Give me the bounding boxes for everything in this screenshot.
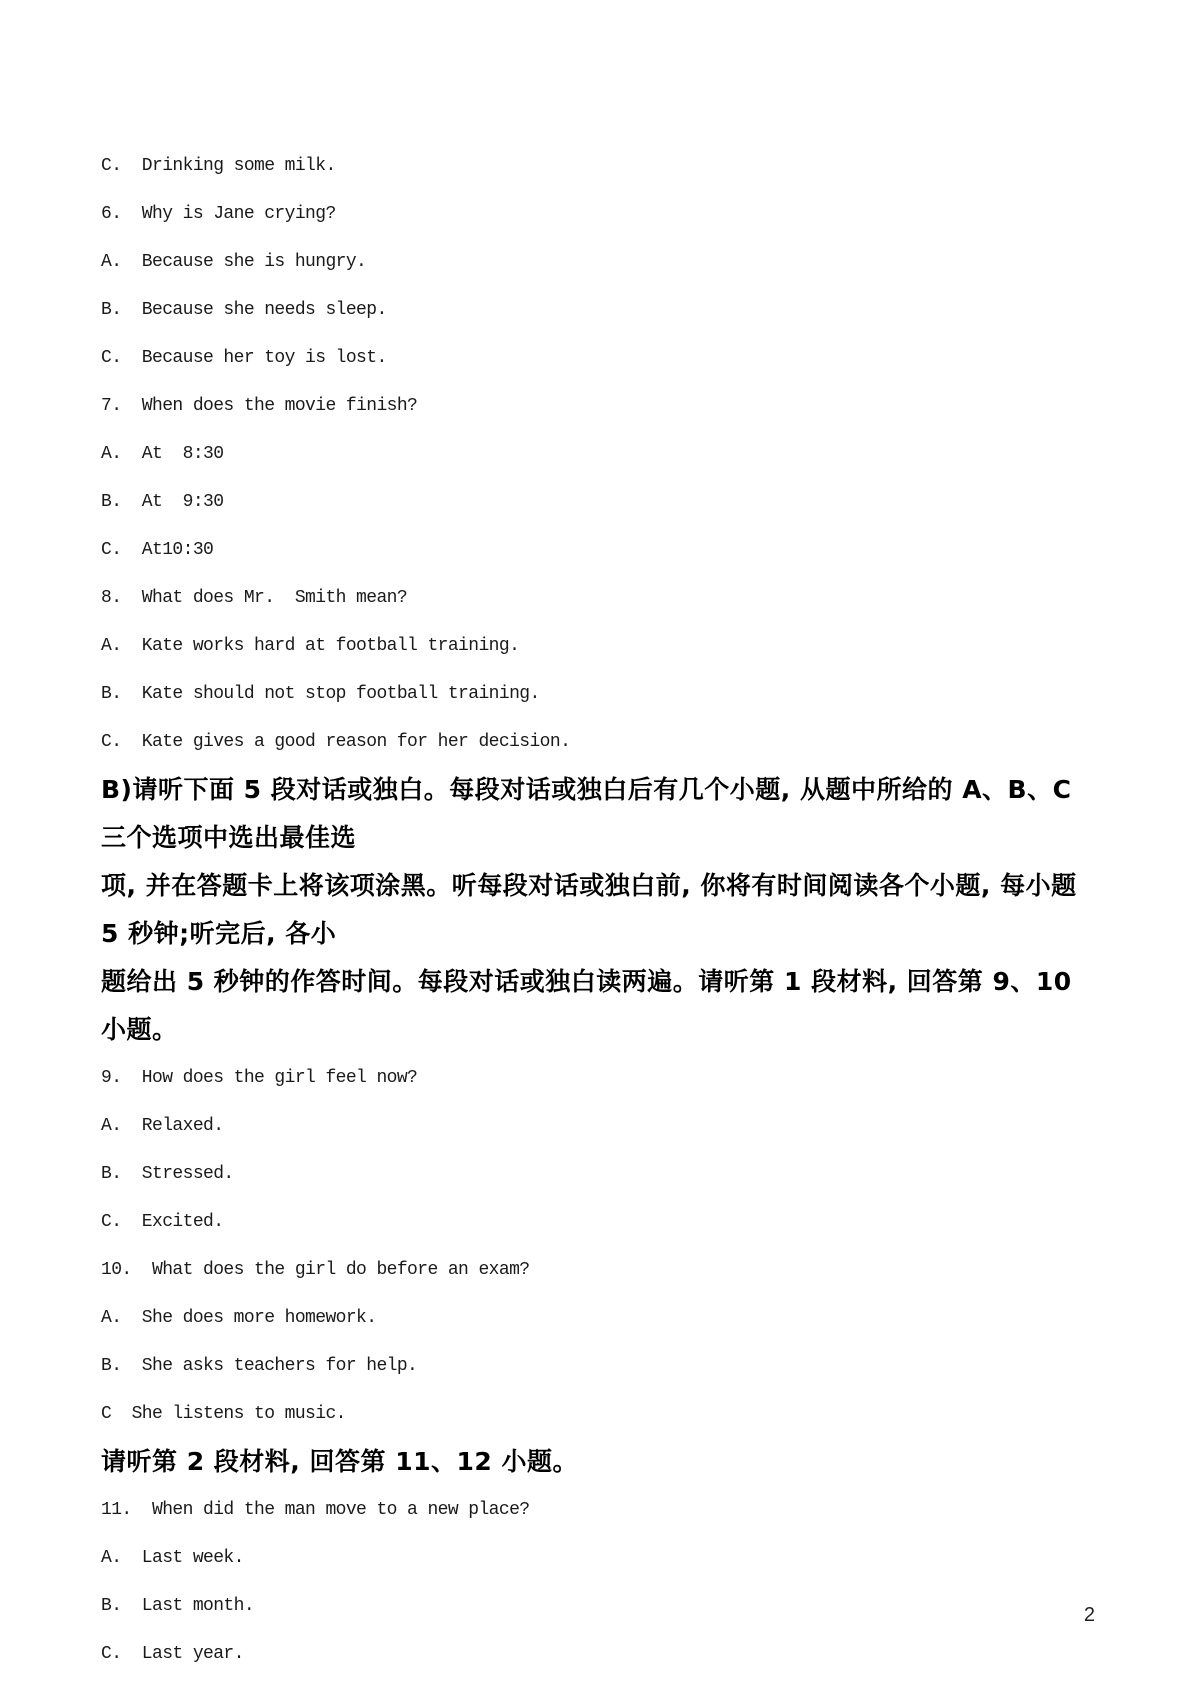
question-line: 6. Why is Jane crying?	[101, 204, 336, 224]
section-b-instructions: 项, 并在答题卡上将该项涂黑。听每段对话或独白前, 你将有时间阅读各个小题, 每小题 5 秒钟;听完后, 各小	[101, 871, 1086, 948]
option-line: B. Stressed.	[101, 1164, 234, 1184]
option-line: A. Kate works hard at football training.	[101, 636, 520, 656]
question-line: 11. When did the man move to a new place?	[101, 1500, 530, 1520]
option-line: A. She does more homework.	[101, 1308, 377, 1328]
page-number: 2	[1083, 1604, 1095, 1626]
option-line: C. Last year.	[101, 1644, 244, 1664]
option-line: B. Kate should not stop football training.	[101, 684, 540, 704]
page-content	[101, 142, 1096, 1678]
option-line: C She listens to music.	[101, 1404, 346, 1424]
section-b-instructions: 题给出 5 秒钟的作答时间。每段对话或独白读两遍。请听第 1 段材料, 回答第 9、10 小题。	[101, 967, 1081, 1044]
option-line: C. Kate gives a good reason for her decision.	[101, 732, 571, 752]
option-line: B. Last month.	[101, 1596, 255, 1616]
option-line: C. Excited.	[101, 1212, 224, 1232]
option-line: A. Last week.	[101, 1548, 244, 1568]
question-line: 9. How does the girl feel now?	[101, 1068, 418, 1088]
option-line: C. Because her toy is lost.	[101, 348, 387, 368]
option-line: A. Relaxed.	[101, 1116, 224, 1136]
option-line: A. At 8:30	[101, 444, 224, 464]
option-line: C. At10:30	[101, 540, 214, 560]
material-2-header: 请听第 2 段材料, 回答第 11、12 小题。	[101, 1447, 578, 1476]
section-b-instructions: B)请听下面 5 段对话或独白。每段对话或独白后有几个小题, 从题中所给的 A、B、C 三个选项中选出最佳选	[101, 775, 1081, 852]
option-line: C. Drinking some milk.	[101, 156, 336, 176]
question-line: 8. What does Mr. Smith mean?	[101, 588, 408, 608]
option-line: A. Because she is hungry.	[101, 252, 367, 272]
option-line: B. She asks teachers for help.	[101, 1356, 418, 1376]
option-line: B. At 9:30	[101, 492, 224, 512]
option-line: B. Because she needs sleep.	[101, 300, 387, 320]
question-line: 7. When does the movie finish?	[101, 396, 418, 416]
question-line: 10. What does the girl do before an exam?	[101, 1260, 530, 1280]
